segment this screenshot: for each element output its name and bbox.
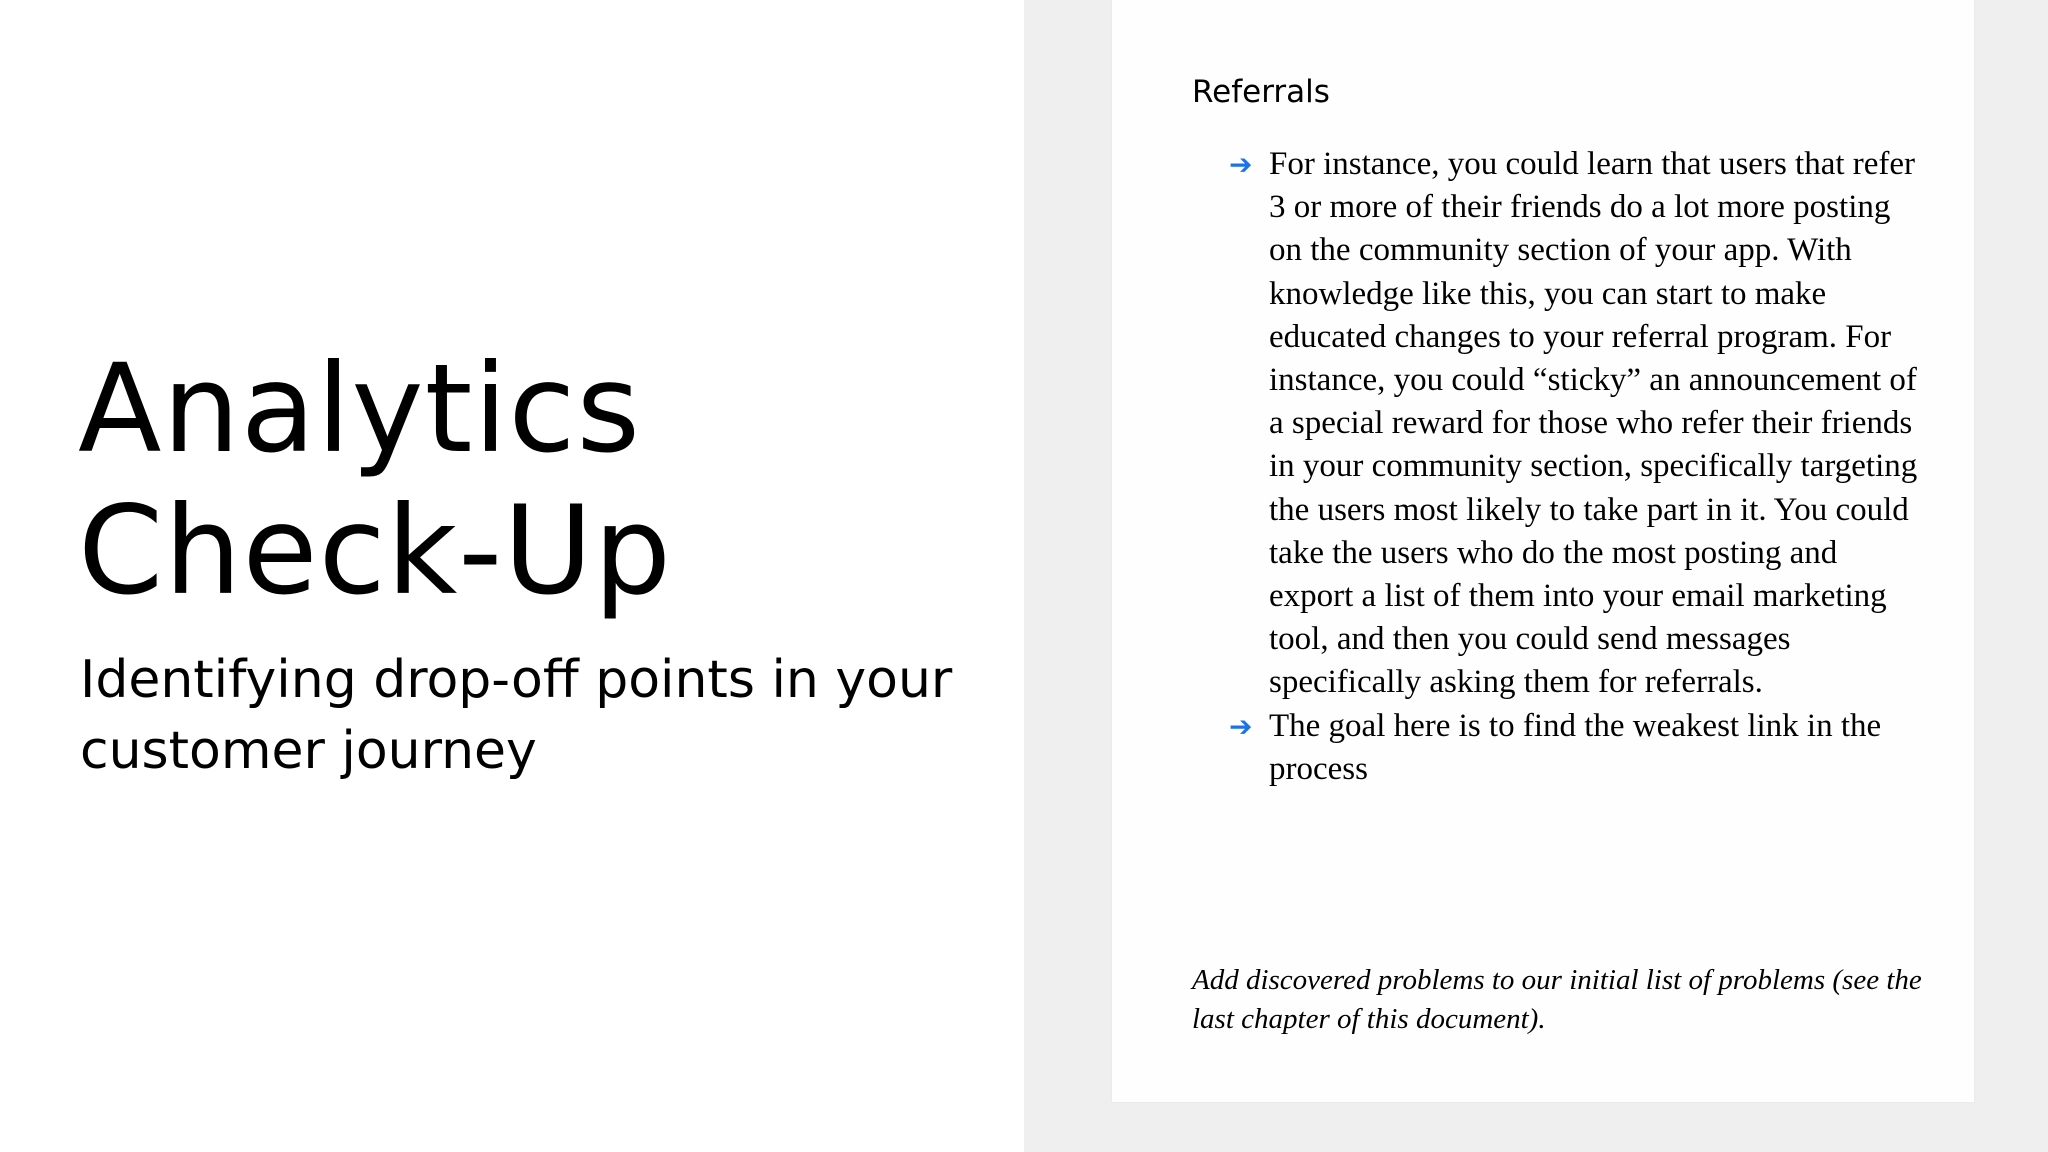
bullet-text: The goal here is to find the weakest link in the process: [1269, 707, 1882, 787]
title-line-2: Check-Up: [78, 480, 673, 622]
title-line-1: Analytics: [78, 338, 642, 480]
section-heading: Referrals: [1192, 74, 1330, 110]
document-page: [1112, 0, 1974, 1102]
bullet-list: [1229, 143, 1929, 791]
slide-title: [78, 338, 672, 622]
bullet-item: [1229, 143, 1929, 705]
bullet-text: For instance, you could learn that users that refer 3 or more of their friends do a lot more posting on the community section of your app. With knowledge like this, you can start to make educated changes to your referral program. For instance, you could “sticky” an announcement of a special reward for those who refer their friends in your community section, specifically targeting the users most likely to take part in it. You could take the users who do the most posting and export a list of them into your email marketing tool, and then you could send messages specifically asking them for referrals.: [1269, 146, 1918, 701]
footnote: Add discovered problems to our initial list of problems (see the last chapter of this document).: [1192, 964, 1922, 1035]
bullet-item: [1229, 705, 1929, 791]
slide-subtitle: Identifying drop-off points in your customer journey: [80, 650, 953, 781]
document-preview-panel: [1024, 0, 2048, 1152]
arrow-right-icon: ➔: [1229, 709, 1253, 743]
arrow-right-icon: ➔: [1229, 148, 1253, 181]
